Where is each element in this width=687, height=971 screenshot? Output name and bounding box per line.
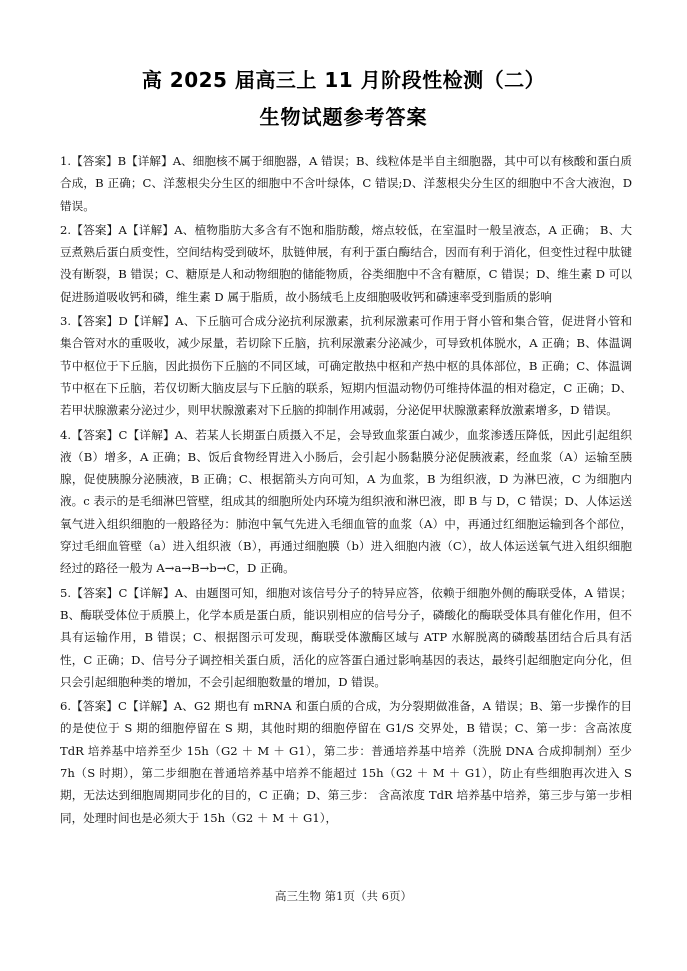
answer-2: 2.【答案】A【详解】A、植物脂肪大多含有不饱和脂肪酸，熔点较低，在室温时一般呈液态，A 正确； B、大豆煮熟后蛋白质变性，空间结构受到破坏，肽链伸展，有利于蛋白酶结合，因而有利于消化，但变性过程中肽键没有断裂，B 错误；C、糖原是人和动物细胞的储能物质，谷类细胞中不含有糖原，C 错误；D、维生素 D 可以促进肠道吸收钙和磷，维生素 D 属于脂质，故小肠绒毛上皮细胞吸收钙和磷速率受到脂质的影响 (60, 222, 632, 304)
answer-3: 3.【答案】D【详解】A、下丘脑可合成分泌抗利尿激素，抗利尿激素可作用于肾小管和集合管，促进肾小管和集合管对水的重吸收，减少尿量，若切除下丘脑，抗利尿激素分泌减少，可导致机体脱水，A 正确；B、体温调节中枢位于下丘脑，因此损伤下丘脑的不同区域，可确定散热中枢和产热中枢的具体部位，B 正确；C、体温调节中枢在下丘脑，若仅切断大脑皮层与下丘脑的联系，短期内恒温动物仍可维持体温的相对稳定，C 正确；D、若甲状腺激素分泌过少，则甲状腺激素对下丘脑的抑制作用减弱，分泌促甲状腺激素释放激素增多，D 错误。 (60, 314, 632, 418)
answer-list (60, 150, 632, 831)
answer-1: 1.【答案】B【详解】A、细胞核不属于细胞器，A 错误；B、线粒体是半自主细胞器，其中可以有核酸和蛋白质合成，B 正确；C、洋葱根尖分生区的细胞中不含叶绿体，C 错误;D、洋葱根尖分生区的细胞中不含大液泡，D 错误。 (60, 154, 632, 213)
page-subtitle: 生物试题参考答案 (259, 105, 428, 129)
answer-6: 6.【答案】C【详解】A、G2 期也有 mRNA 和蛋白质的合成，为分裂期做准备，A 错误；B、第一步操作的目的是使位于 S 期的细胞停留在 S 期，其他时期的细胞停留在 G1/S 交界处，B 错误；C、第一步：含高浓度 TdR 培养基中培养至少 15h（G2 ＋ M ＋ G1），第二步：普通培养基中培养（洗脱 DNA 合成抑制剂）至少 7h（S 时期），第二步细胞在普通培养基中培养不能超过 15h（G2 ＋ M ＋ G1），防止有些细胞再次进入 S 期，无法达到细胞周期同步化的目的，C 正确；D、第三步： 含高浓度 TdR 培养基中培养，第三步与第一步相同，处理时间也是必须大于 15h（G2 ＋ M ＋ G1）， (60, 699, 632, 825)
page-footer: 高三生物 第1页（共 6页） (275, 889, 412, 903)
answer-4: 4.【答案】C【详解】A、若某人长期蛋白质摄入不足，会导致血浆蛋白减少，血浆渗透压降低，因此引起组织液（B）增多，A 正确；B、饭后食物经胃进入小肠后，会引起小肠黏膜分泌促胰液素，经血浆（A）运输至胰腺，促使胰腺分泌胰液，B 正确；C、根据箭头方向可知，A 为血浆，B 为组织液，D 为淋巴液，C 为细胞内液。c 表示的是毛细淋巴管壁，组成其的细胞所处内环境为组织液和淋巴液，即 B 与 D，C 错误；D、人体运送氧气进入组织细胞的一般路径为：肺泡中氧气先进入毛细血管的血浆（A）中，再通过红细胞运输到各个部位，穿过毛细血管壁（a）进入组织液（B），再通过细胞膜（b）进入细胞内液（C），故人体运送氧气进入组织细胞经过的路径一般为 A→a→B→b→C，D 正确。 (60, 427, 632, 576)
answer-5: 5.【答案】C【详解】A、由题图可知，细胞对该信号分子的特异应答，依赖于细胞外侧的酶联受体，A 错误；B、酶联受体位于质膜上，化学本质是蛋白质，能识别相应的信号分子，磷酸化的酶联受体具有催化作用，但不具有运输作用，B 错误；C、根据图示可发现，酶联受体激酶区域与 ATP 水解脱离的磷酸基团结合后具有活性，C 正确；D、信号分子调控相关蛋白质，活化的应答蛋白通过影响基因的表达，最终引起细胞定向分化，但只会引起细胞种类的增加，不会引起细胞数量的增加，D 错误。 (60, 585, 632, 689)
page-title: 高 2025 届高三上 11 月阶段性检测（二） (141, 68, 546, 92)
